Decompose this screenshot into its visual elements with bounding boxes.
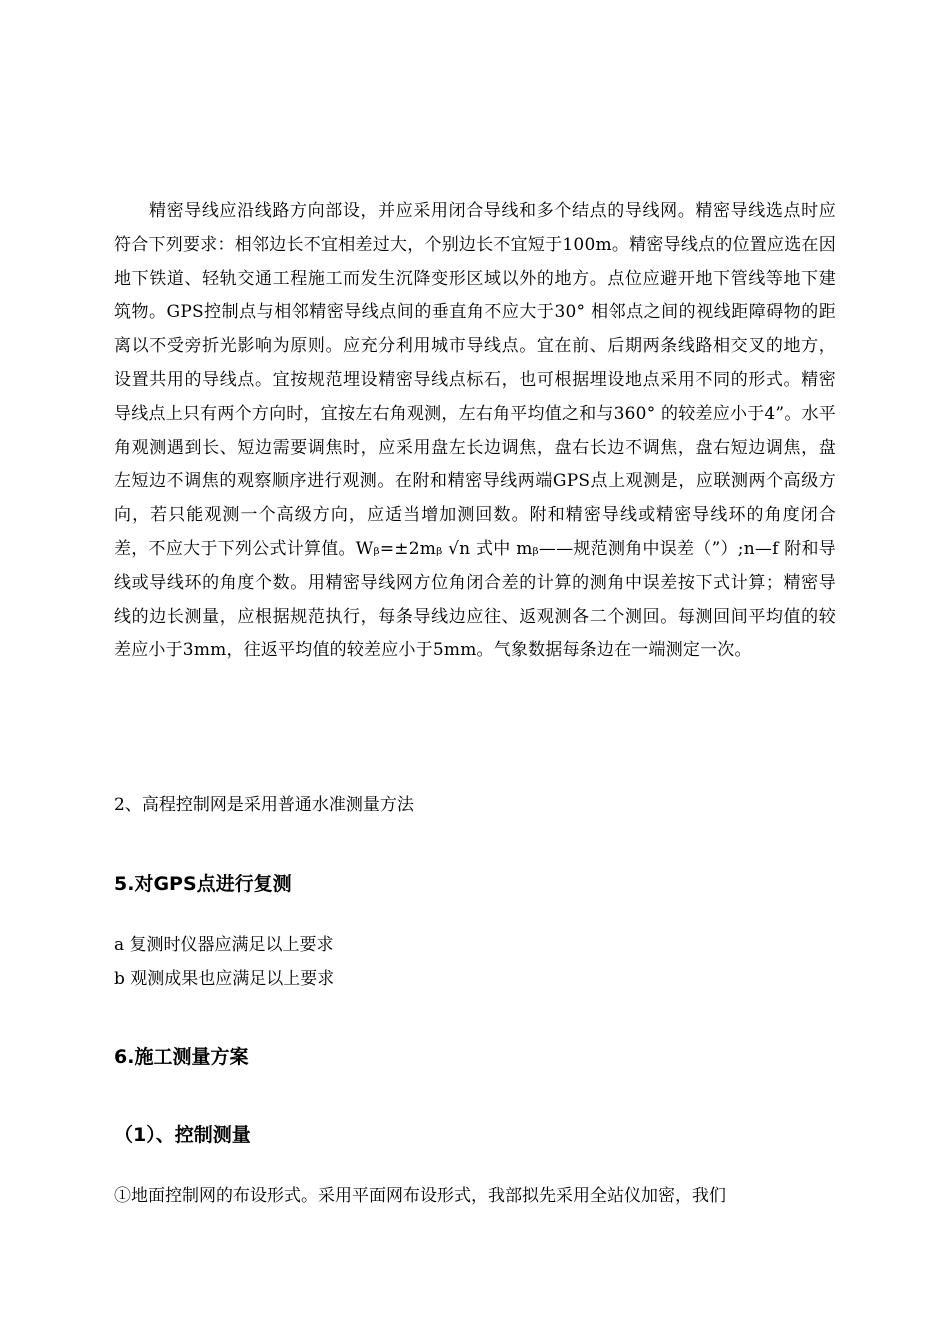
paragraph-precise-traverse: 精密导线应沿线路方向部设，并应采用闭合导线和多个结点的导线网。精密导线选点时应符合下列要求：相邻边长不宜相差过大，个别边长不宜短于100m。精密导线点的位置应选在因地下铁道、轻轨交通工程施工而发生沉降变形区域以外的地方。点位应避开地下管线等地下建筑物。GPS控制点与相邻精密导线点间的垂直角不应大于30° 相邻点之间的视线距障碍物的距离以不受旁折光影响为原则。应充分利用城市导线点。宜在前、后期两条线路相交叉的地方，设置共用的导线点。宜按规范埋设精密导线点标石，也可根据埋设地点采用不同的形式。精密导线点上只有两个方向时，宜按左右角观测，左右角平均值之和与360° 的较差应小于4”。水平角观测遇到长、短边需要调焦时，应采用盘左长边调焦，盘右长边不调焦，盘右短边调焦，盘左短边不调焦的观察顺序进行观测。在附和精密导线两端GPS点上观测是，应联测两个高级方向，若只能观测一个高级方向，应适当增加测回数。附和精密导线或精密导线环的角度闭合差，不应大于下列公式计算值。Wᵦ=±2mᵦ √n 式中 mᵦ——规范测角中误差（”）;n—f 附和导线或导线环的角度个数。用精密导线网方位角闭合差的计算的测角中误差按下式计算；精密导线的边长测量，应根据规范执行，每条导线边应往、返观测各二个测回。每测回间平均值的较差应小于3mm，往返平均值的较差应小于5mm。气象数据每条边在一端测定一次。 — [114, 201, 836, 661]
heading-gps-recheck: 5.对GPS点进行复测 — [114, 873, 292, 895]
line-ground-control-network: ①地面控制网的布设形式。采用平面网布设形式，我部拟先采用全站仪加密，我们 — [114, 1186, 726, 1206]
heading-construction-survey: 6.施工测量方案 — [114, 1046, 249, 1068]
line-elevation-control: 2、高程控制网是采用普通水准测量方法 — [114, 795, 414, 815]
subheading-control-survey: （1）、控制测量 — [114, 1124, 251, 1146]
list-item-b: b 观测成果也应满足以上要求 — [114, 969, 335, 989]
list-item-a: a 复测时仪器应满足以上要求 — [114, 935, 334, 955]
